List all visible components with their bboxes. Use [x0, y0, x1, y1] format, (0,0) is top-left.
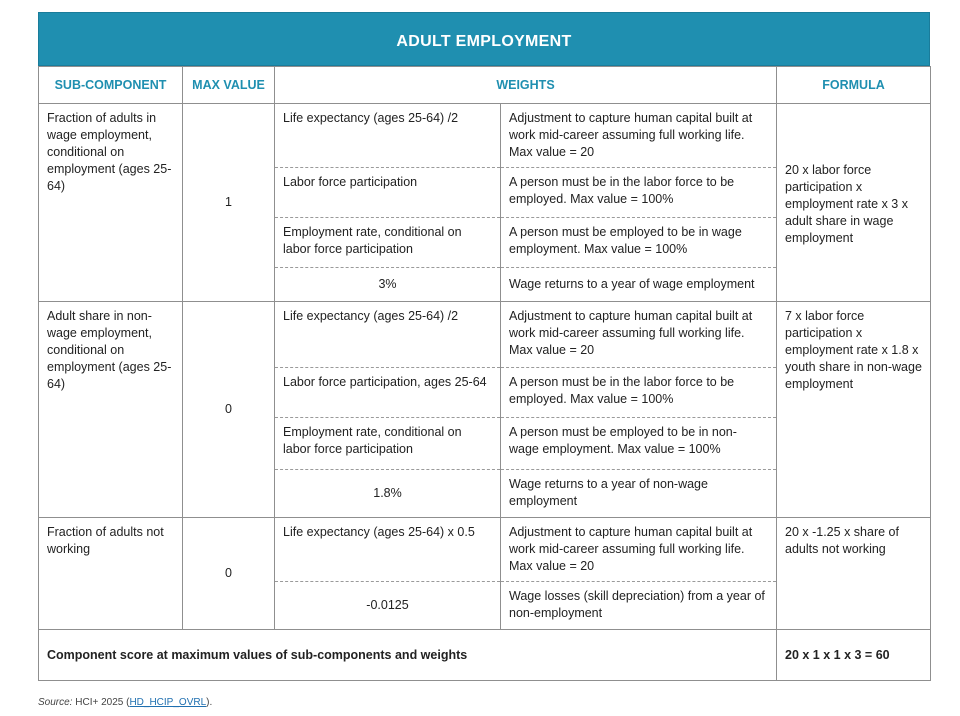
weight-name-cell: Labor force participation [275, 168, 501, 218]
weight-description-cell: A person must be employed to be in wage employment. Max value = 100% [501, 218, 777, 268]
source-link[interactable]: HD_HCIP_OVRL [129, 697, 207, 708]
header-row [39, 67, 931, 104]
weight-name-cell: 3% [275, 268, 501, 302]
table-row [39, 104, 931, 168]
weight-description-cell: A person must be employed to be in non- wage employment. Max value = 100% [501, 418, 777, 470]
weight-description-cell: Adjustment to capture human capital built at work mid-career assuming full working life. Max value = 20 [501, 104, 777, 168]
table-row [39, 302, 931, 368]
weight-name-cell: -0.0125 [275, 582, 501, 630]
weight-name-cell: Life expectancy (ages 25-64) x 0.5 [275, 518, 501, 582]
source-prefix: Source: [38, 697, 73, 708]
max-value-cell: 0 [183, 518, 275, 630]
weight-name-cell: Labor force participation, ages 25-64 [275, 368, 501, 418]
table-title: ADULT EMPLOYMENT [38, 12, 930, 66]
header-formula: FORMULA [777, 67, 931, 104]
weight-name-cell: 1.8% [275, 470, 501, 518]
weight-name-cell: Employment rate, conditional on labor force participation [275, 418, 501, 470]
adult-employment-table [38, 66, 931, 681]
weight-name-cell: Employment rate, conditional on labor force participation [275, 218, 501, 268]
max-value-cell: 0 [183, 302, 275, 518]
total-row [39, 630, 931, 681]
weight-description-cell: Wage returns to a year of wage employment [501, 268, 777, 302]
weight-description-cell: Wage losses (skill depreciation) from a year of non-employment [501, 582, 777, 630]
source-note [38, 697, 212, 708]
total-value: 20 x 1 x 1 x 3 = 60 [777, 630, 931, 681]
table-row [39, 518, 931, 582]
sub-component-cell: Adult share in non-wage employment, conditional on employment (ages 25-64) [39, 302, 183, 518]
weight-description-cell: Adjustment to capture human capital built at work mid-career assuming full working life. Max value = 20 [501, 518, 777, 582]
weight-description-cell: A person must be in the labor force to be employed. Max value = 100% [501, 168, 777, 218]
total-label: Component score at maximum values of sub-components and weights [39, 630, 777, 681]
weight-description-cell: Adjustment to capture human capital built at work mid-career assuming full working life. Max value = 20 [501, 302, 777, 368]
sub-component-cell: Fraction of adults in wage employment, conditional on employment (ages 25-64) [39, 104, 183, 302]
formula-cell: 20 x labor force participation x employment rate x 3 x adult share in wage employment [777, 104, 931, 302]
weight-description-cell: Wage returns to a year of non-wage employment [501, 470, 777, 518]
header-max-value: MAX VALUE [183, 67, 275, 104]
header-weights: WEIGHTS [275, 67, 777, 104]
source-text: HCI+ 2025 ( [72, 697, 130, 708]
source-suffix: ). [206, 697, 213, 708]
sub-component-cell: Fraction of adults not working [39, 518, 183, 630]
formula-cell: 7 x labor force participation x employment rate x 1.8 x youth share in non-wage employment [777, 302, 931, 518]
formula-cell: 20 x -1.25 x share of adults not working [777, 518, 931, 630]
weight-name-cell: Life expectancy (ages 25-64) /2 [275, 104, 501, 168]
header-sub-component: SUB-COMPONENT [39, 67, 183, 104]
adult-employment-table-container [38, 12, 930, 681]
max-value-cell: 1 [183, 104, 275, 302]
weight-description-cell: A person must be in the labor force to be employed. Max value = 100% [501, 368, 777, 418]
weight-name-cell: Life expectancy (ages 25-64) /2 [275, 302, 501, 368]
